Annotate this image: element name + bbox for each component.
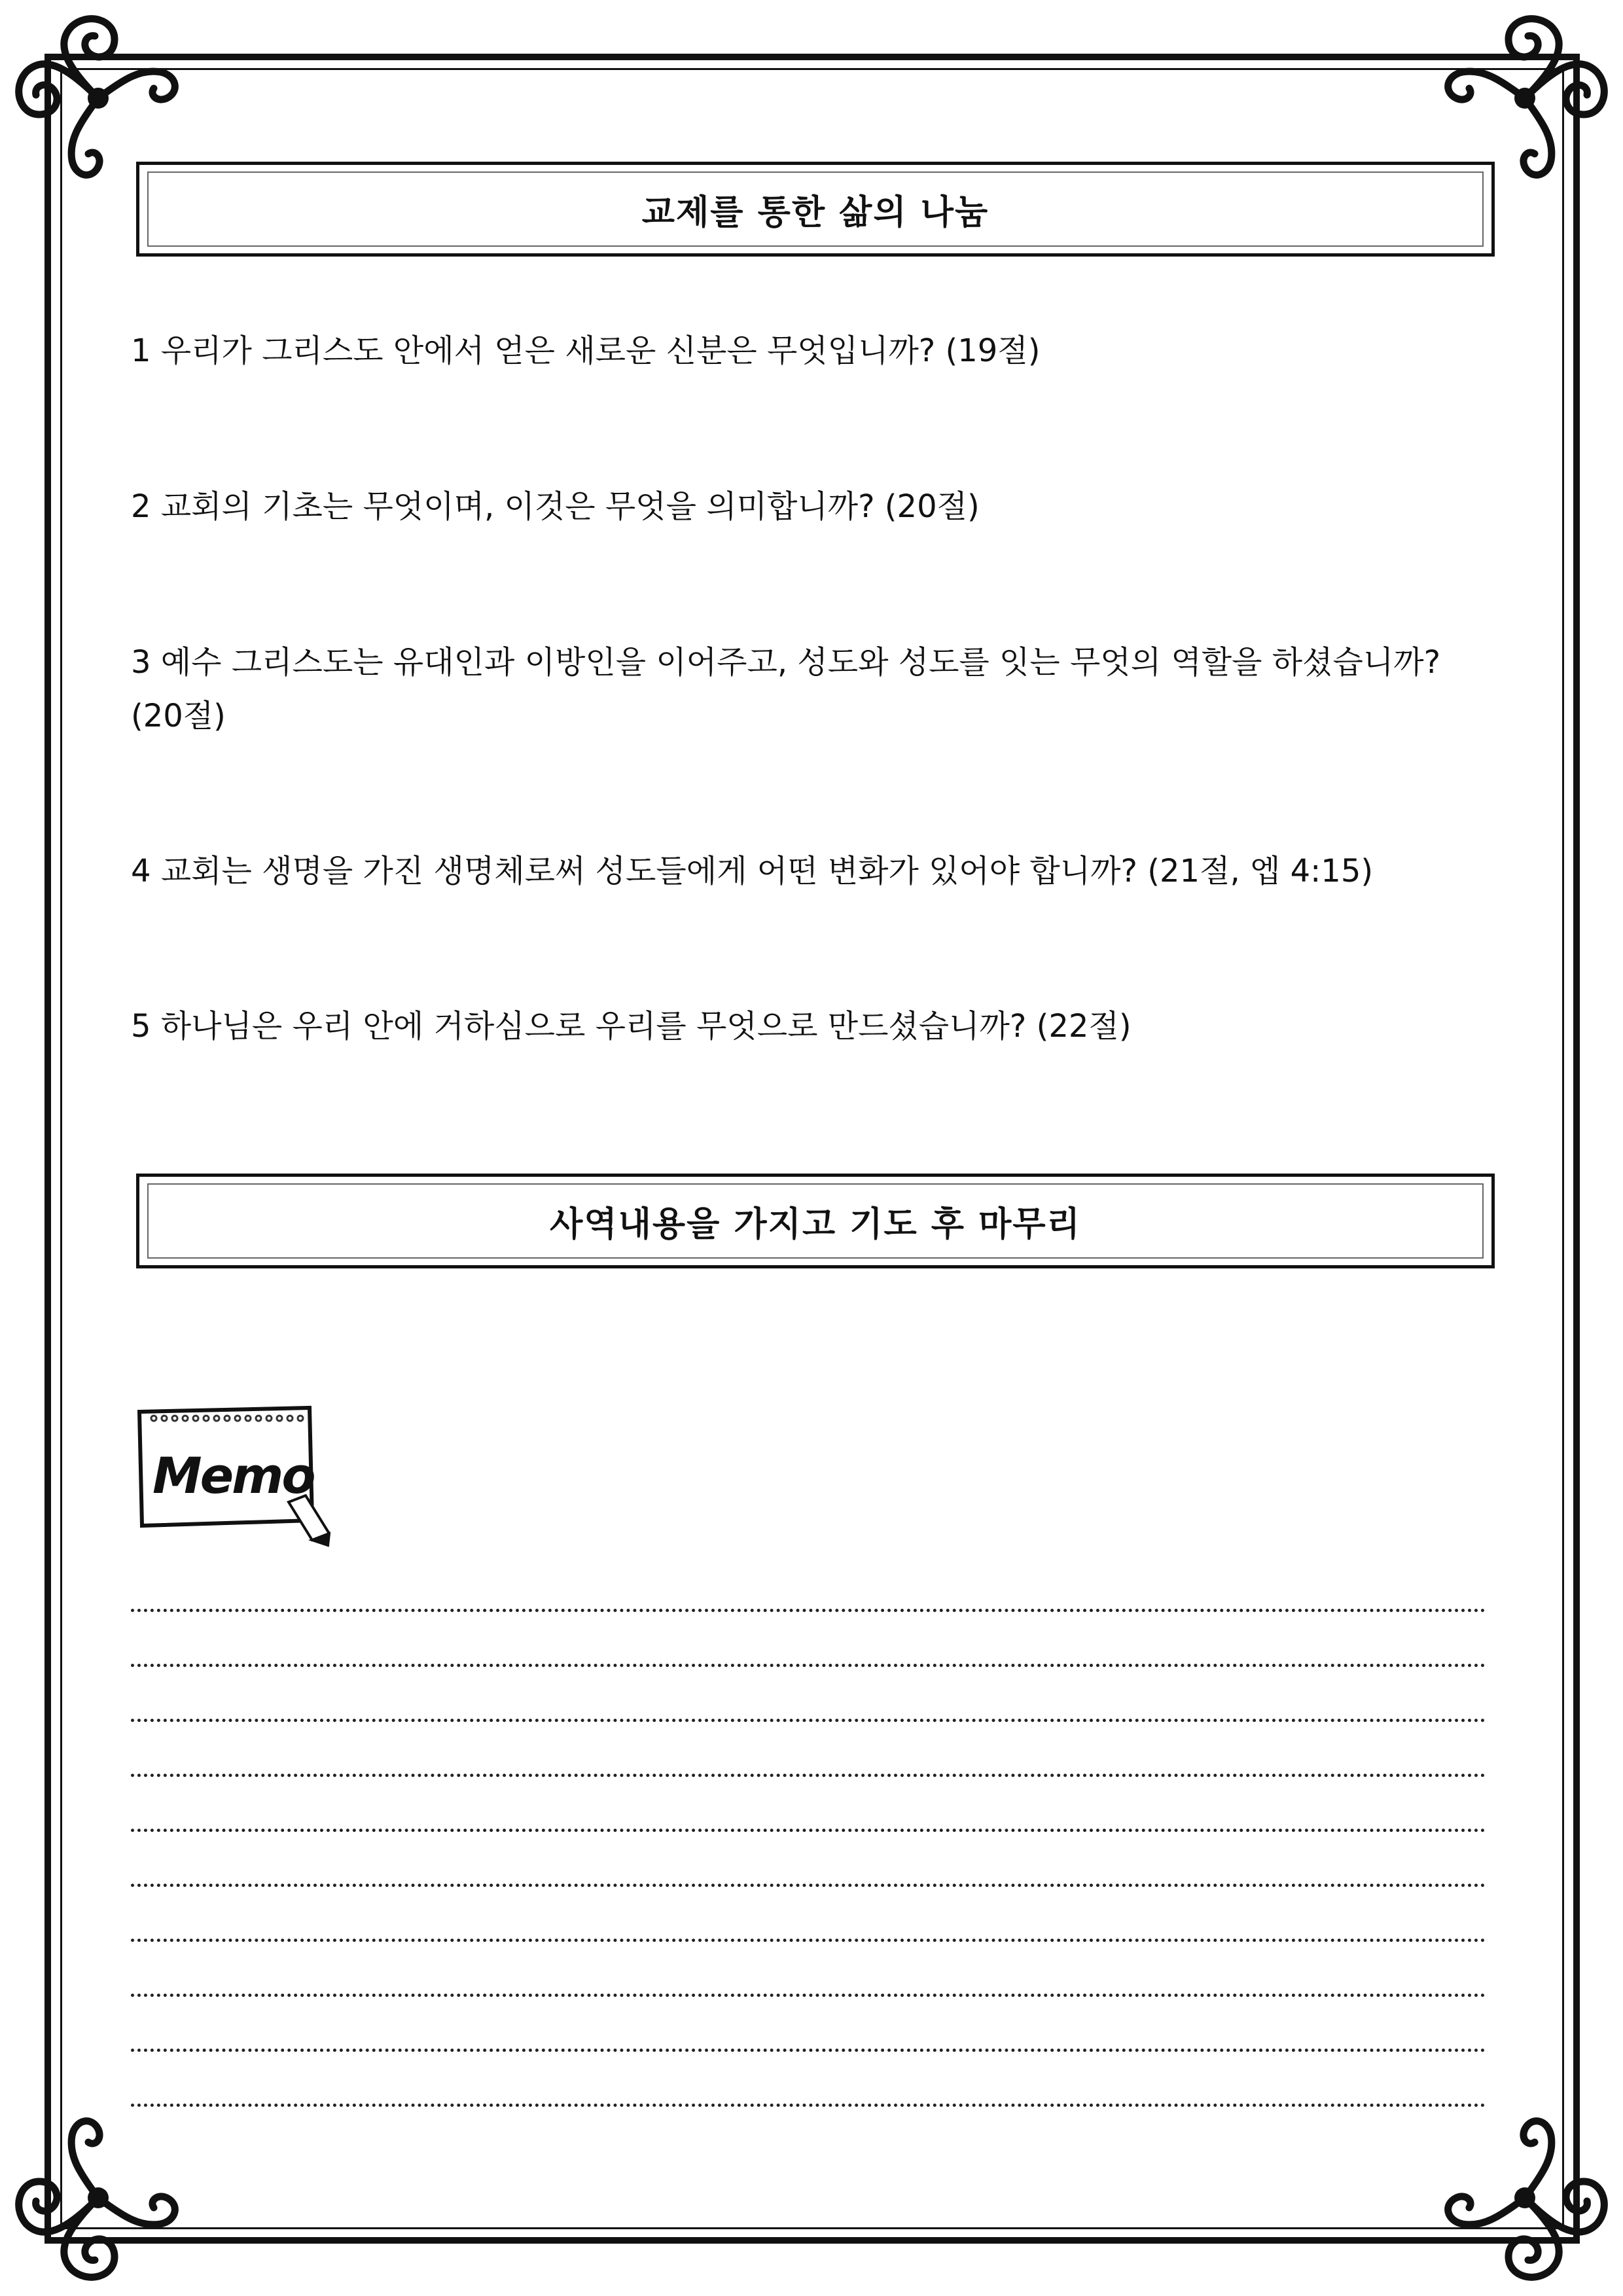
memo-line bbox=[131, 1719, 1486, 1722]
memo-writing-area[interactable] bbox=[131, 1609, 1486, 2159]
question-4: 4 교회는 생명을 가진 생명체로써 성도들에게 어떤 변화가 있어야 합니까? (21절, 엡 4:15) bbox=[131, 853, 1374, 889]
memo-line bbox=[131, 1939, 1486, 1942]
question-3: 3 예수 그리스도는 유대인과 이방인을 이어주고, 성도와 성도를 잇는 무엇의 역할을 하셨습니까? (20절) bbox=[131, 644, 1441, 734]
memo-line bbox=[131, 1829, 1486, 1832]
question-1: 1 우리가 그리스도 안에서 얻은 새로운 신분은 무엇입니까? (19절) bbox=[131, 332, 1041, 369]
section-title: 교제를 통한 삶의 나눔 bbox=[641, 193, 990, 232]
memo-line bbox=[131, 2104, 1486, 2107]
memo-label: Memo bbox=[152, 1446, 314, 1505]
memo-line bbox=[131, 1664, 1486, 1667]
memo-badge bbox=[134, 1404, 330, 1548]
question-2: 2 교회의 기초는 무엇이며, 이것은 무엇을 의미합니까? (20절) bbox=[131, 488, 980, 525]
question-5: 5 하나님은 우리 안에 거하심으로 우리를 무엇으로 만드셨습니까? (22절) bbox=[131, 1008, 1132, 1045]
memo-line bbox=[131, 1884, 1486, 1887]
memo-line bbox=[131, 1774, 1486, 1777]
memo-line bbox=[131, 1994, 1486, 1997]
closing-title: 사역내용을 가지고 기도 후 마무리 bbox=[550, 1205, 1081, 1244]
memo-line bbox=[131, 2049, 1486, 2052]
closing-title-box bbox=[136, 1174, 1495, 1268]
section-title-box bbox=[136, 162, 1495, 257]
memo-line bbox=[131, 1609, 1486, 1612]
